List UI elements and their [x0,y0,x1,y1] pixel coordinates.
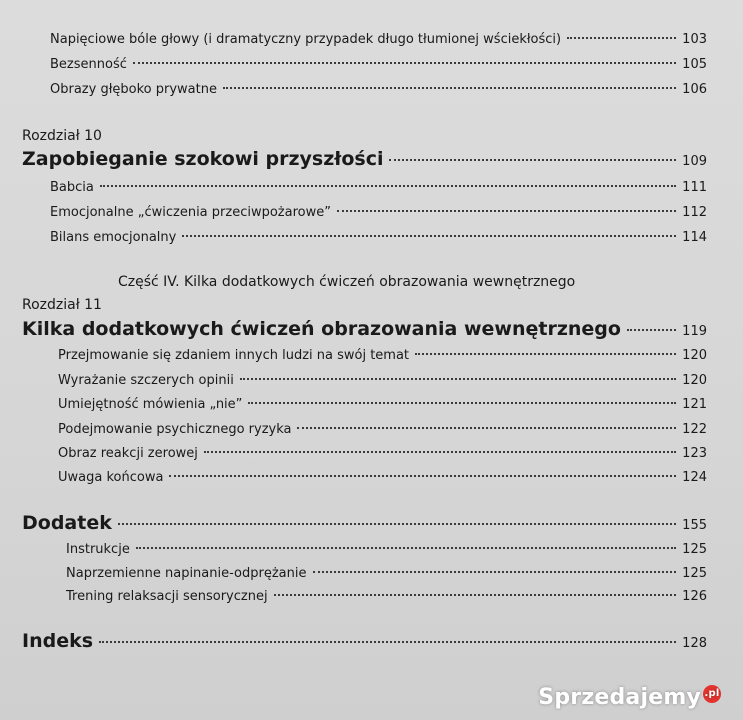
toc-entry-title: Instrukcje [66,542,130,557]
leader-dots [204,451,676,453]
section-title-row [22,630,707,652]
toc-entry [66,542,707,557]
leader-dots [169,475,676,477]
chapter-title-row [22,318,707,340]
toc-entry-page: 124 [682,470,707,485]
watermark-badge: .pl [703,685,721,703]
toc-entry-page: 105 [682,57,707,72]
toc-entry [58,348,707,363]
section-page: 128 [682,636,707,651]
site-watermark [538,685,721,710]
toc-entry [50,32,707,47]
toc-entry [58,446,707,461]
toc-entry-page: 123 [682,446,707,461]
section-page: 155 [682,518,707,533]
section-title: Dodatek [22,512,112,534]
toc-entry-title: Wyrażanie szczerych opinii [58,373,234,388]
chapter-page: 109 [682,154,707,169]
toc-entry-title: Uwaga końcowa [58,470,164,485]
toc-entry-page: 114 [682,230,707,245]
leader-dots [627,329,676,331]
chapter-title-row [22,148,707,170]
toc-entry-title: Napięciowe bóle głowy (i dramatyczny przypadek długo tłumionej wściekłości) [50,32,562,47]
leader-dots [415,353,676,355]
toc-entry-title: Umiejętność mówienia „nie” [58,397,243,412]
leader-dots [99,641,676,643]
toc-entry-page: 120 [682,373,707,388]
section-title-row [22,512,707,534]
leader-dots [100,185,676,187]
toc-entry-title: Emocjonalne „ćwiczenia przeciwpożarowe” [50,205,331,220]
leader-dots [337,210,676,212]
toc-entry-page: 125 [682,542,707,557]
toc-entry-title: Bilans emocjonalny [50,230,177,245]
leader-dots [133,62,676,64]
toc-entry-title: Trening relaksacji sensorycznej [66,589,268,604]
toc-entry-title: Podejmowanie psychicznego ryzyka [58,422,292,437]
toc-entry [50,180,707,195]
leader-dots [567,37,676,39]
toc-entry-title: Obrazy głęboko prywatne [50,82,217,97]
chapter-title: Kilka dodatkowych ćwiczeń obrazowania wewnętrznego [22,318,621,340]
toc-entry-title: Naprzemienne napinanie-odprężanie [66,566,307,581]
toc-entry [66,566,707,581]
toc-entry [66,589,707,604]
toc-entry-page: 121 [682,397,707,412]
toc-entry-title: Obraz reakcji zerowej [58,446,198,461]
toc-entry [58,373,707,388]
leader-dots [223,87,676,89]
chapter-label: Rozdział 10 [22,128,102,144]
watermark-text: Sprzedajemy [538,685,701,710]
toc-entry-title: Bezsenność [50,57,127,72]
toc-entry-page: 126 [682,589,707,604]
chapter-title: Zapobieganie szokowi przyszłości [22,148,384,170]
leader-dots [240,378,676,380]
toc-entry [58,470,707,485]
toc-entry [50,82,707,97]
toc-entry [50,205,707,220]
toc-entry-title: Przejmowanie się zdaniem innych ludzi na swój temat [58,348,410,363]
toc-entry [58,397,707,412]
leader-dots [118,523,676,525]
chapter-page: 119 [682,324,707,339]
leader-dots [182,235,676,237]
toc-entry-page: 106 [682,82,707,97]
section-title: Indeks [22,630,94,652]
leader-dots [313,571,677,573]
toc-entry-page: 111 [682,180,707,195]
toc-entry-title: Babcia [50,180,94,195]
leader-dots [248,402,676,404]
toc-entry-page: 112 [682,205,707,220]
chapter-label: Rozdział 11 [22,297,102,313]
toc-entry [50,57,707,72]
toc-entry-page: 125 [682,566,707,581]
toc-entry [58,422,707,437]
part-heading: Część IV. Kilka dodatkowych ćwiczeń obrazowania wewnętrznego [118,274,576,290]
leader-dots [274,594,677,596]
leader-dots [297,427,676,429]
toc-entry [50,230,707,245]
leader-dots [136,547,676,549]
leader-dots [389,159,676,161]
toc-entry-page: 122 [682,422,707,437]
toc-entry-page: 103 [682,32,707,47]
toc-entry-page: 120 [682,348,707,363]
